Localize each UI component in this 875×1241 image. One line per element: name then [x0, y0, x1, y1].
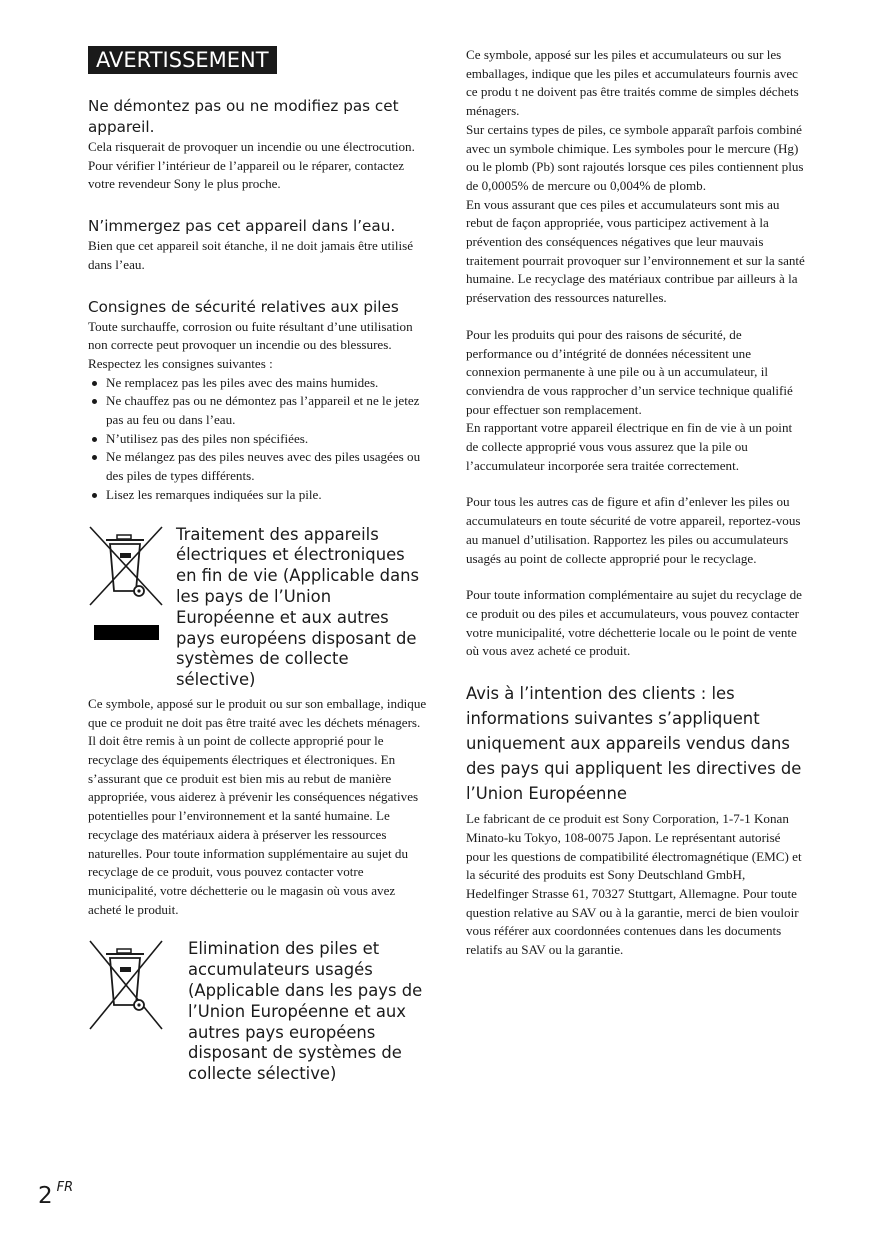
chemical-symbol-paragraph: Sur certains types de piles, ce symbole apparaît parfois combiné avec un symbole chimique. Les symboles pour le mercure (Hg) ou le plomb (Pb) sont rajoutés lorsque ces piles contiennent plus de 0,0005% de mercure ou 0,004% de plomb.: [466, 121, 804, 193]
weee-equipment-body: Ce symbole, apposé sur le produit ou sur son emballage, indique que ce produit ne doit pas être traité avec les déchets ménagers. Il doit être remis à un point de collecte approprié pour le recyclage des équipements électriques et électroniques. En s’assurant que ce produit est bien mis au rebut de manière appropriée, vous aiderez à prévenir les conséquences négatives potentielles pour l’environnement et la santé humaine. Le recyclage des matériaux aidera à préserver les ressources naturelles. Pour toute information supplémentaire au sujet du recyclage de ce produit, vous pouvez contacter votre municipalité, votre déchetterie ou le magasin où vous avez acheté le produit.: [88, 695, 427, 917]
disposal-paragraph: En vous assurant que ces piles et accumulateurs sont mis au rebut de façon appropriée, vous participez activement à la prévention des conséquences négatives que leur mauvais traitement pourrait provoquer sur l’environnement et sur la santé humaine. Le recyclage des matériaux contribue par ailleurs à la préservation des ressources naturelles.: [466, 196, 805, 306]
weee-battery-block: [88, 939, 428, 1085]
weee-equipment-title: Traitement des appareils électriques et électroniques en fin de vie (Applicable dans les pays de l’Union Européenne et aux autres pays européens disposant de systèmes de collecte sélective): [176, 524, 420, 690]
list-item: Lisez les remarques indiquées sur la pile.: [88, 486, 428, 505]
eu-notice-body: Le fabricant de ce produit est Sony Corporation, 1-7-1 Konan Minato-ku Tokyo, 108-0075 Japon. Le représentant autorisé pour les questions de compatibilité électromagnétique (EMC) et la sécurité des produits est Sony Deutschland GmbH, Hedelfinger Strasse 61, 70327 Stuttgart, Allemagne. Pour toute question relative au SAV ou à la garantie, merci de bien vouloir vous référer aux coordonnées contenues dans les documents relatifs au SAV ou la garantie.: [466, 811, 802, 958]
section-body-immersion: Bien que cet appareil soit étanche, il ne doit jamais être utilisé dans l’eau.: [88, 238, 414, 272]
section-body-battery-safety: Toute surchauffe, corrosion ou fuite résultant d’une utilisation non correcte peut provoquer un incendie ou des blessures. Respectez les consignes suivantes :: [88, 318, 413, 371]
battery-safety-list: [88, 374, 428, 505]
recycling-info-paragraph: Pour toute information complémentaire au sujet du recyclage de ce produit ou des piles et accumulateurs, vous pouvez contacter votre municipalité, votre déchetterie locale ou le point de vente où vous avez acheté ce produit.: [466, 587, 802, 659]
crossed-bin-icon: [88, 939, 188, 1036]
section-title-battery-safety: Consignes de sécurité relatives aux piles: [88, 297, 399, 316]
permanent-battery-paragraph: Pour les produits qui pour des raisons de sécurité, de performance ou d’intégrité de données nécessitent une connexion permanente à une pile ou à un accumulateur, il conviendra de vous rapprocher d’un service technique qualifié pour effectuer son remplacement.: [466, 326, 793, 417]
section-title-immersion: N’immergez pas cet appareil dans l’eau.: [88, 217, 396, 236]
list-item: N’utilisez pas des piles non spécifiées.: [88, 430, 428, 449]
warning-title: AVERTISSEMENT: [88, 46, 277, 74]
left-column: [88, 46, 428, 1085]
collection-paragraph: En rapportant votre appareil électrique en fin de vie à un point de collecte approprié vous vous assurez que la pile ou l’accumulateur incorporée sera traitée correctement.: [466, 420, 793, 473]
crossed-bin-with-bar-icon: [88, 525, 176, 648]
removal-paragraph: Pour tous les autres cas de figure et afin d’enlever les piles ou accumulateurs en toute sécurité de votre appareil, reportez-vous au manuel d’utilisation. Rapportez les piles ou accumulateurs usagés au point de collecte approprié pour le recyclage.: [466, 494, 801, 566]
battery-symbol-paragraph: Ce symbole, apposé sur les piles et accumulateurs ou sur les emballages, indique que les piles et accumulateurs fournis avec ce produ t ne doivent pas être traités comme de simples déchets ménagers.: [466, 47, 799, 119]
eu-notice-title: Avis à l’intention des clients : les informations suivantes s’appliquent uniquement aux appareils vendus dans des pays qui appliquent les directives de l’Union Européenne: [466, 684, 802, 804]
weee-battery-title: Elimination des piles et accumulateurs usagés (Applicable dans les pays de l’Union Européenne et aux autres pays européens disposant de systèmes de collecte sélective): [188, 939, 423, 1084]
page-number-value: 2: [38, 1183, 53, 1209]
list-item: Ne remplacez pas les piles avec des mains humides.: [88, 374, 428, 393]
language-code: FR: [56, 1180, 74, 1195]
right-column: [466, 46, 806, 960]
section-title-disassembly: Ne démontez pas ou ne modifiez pas cet appareil.: [88, 97, 399, 136]
list-item: Ne mélangez pas des piles neuves avec des piles usagées ou des piles de types différents.: [88, 448, 428, 485]
weee-equipment-block: [88, 525, 428, 691]
page-number: [38, 1180, 73, 1209]
section-body-disassembly: Cela risquerait de provoquer un incendie ou une électrocution. Pour vérifier l’intérieur de l’appareil ou le réparer, contactez votre revendeur Sony le plus proche.: [88, 139, 415, 192]
list-item: Ne chauffez pas ou ne démontez pas l’appareil et ne le jetez pas au feu ou dans l’eau.: [88, 392, 428, 429]
